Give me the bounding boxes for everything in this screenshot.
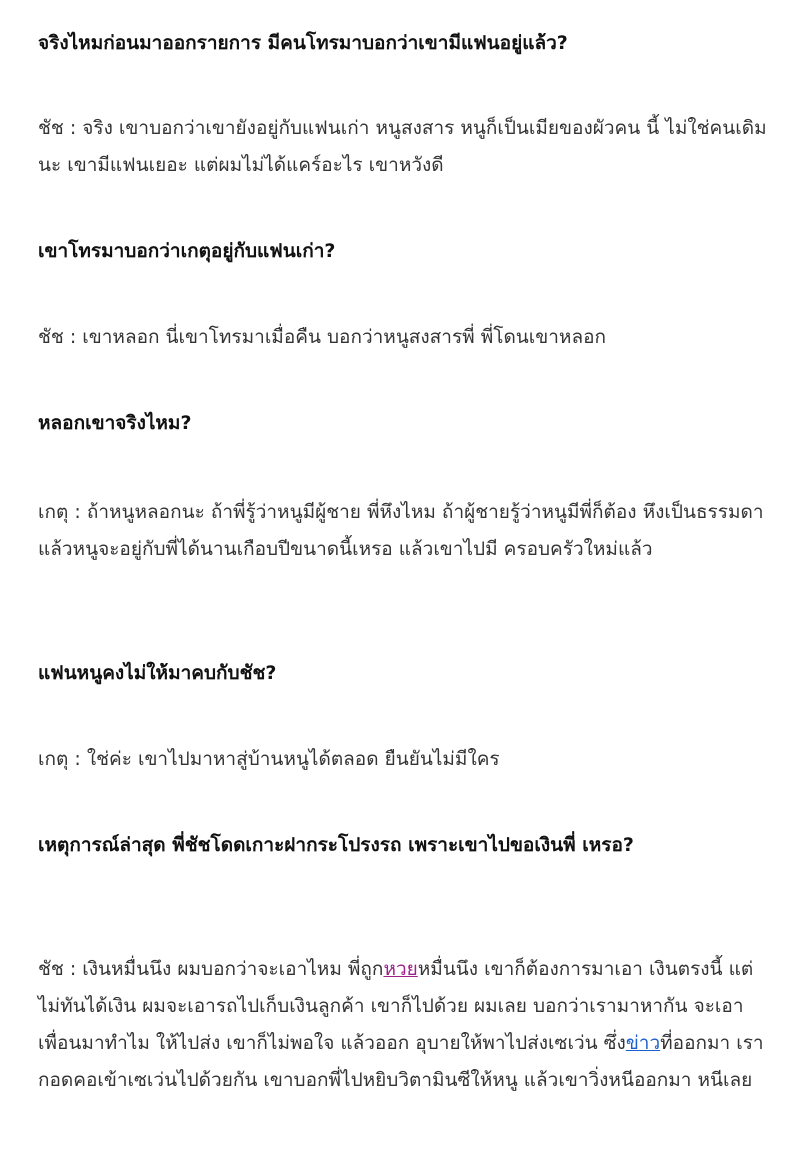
question-heading: แฟนหนูคงไม่ให้มาคบกับชัช? bbox=[38, 662, 277, 684]
answer-paragraph: เกตุ : ถ้าหนูหลอกนะ ถ้าพี่รู้ว่าหนูมีผู้ชาย พี่หึงไหม ถ้าผู้ชายรู้ว่าหนูมีพี่ก็ต้อง หึงเป็นธรรมดา แล้วหนูจะอยู่กับพี่ได้นานเกือบปีขนาดนี้เหรอ แล้วเขาไปมี ครอบครัวใหม่แล้ว bbox=[38, 501, 764, 560]
question-heading: เหตุการณ์ล่าสุด พี่ชัชโดดเกาะฝากระโปรงรถ เพราะเขาไปขอเงินพี่ เหรอ? bbox=[38, 834, 634, 856]
answer-text: หมื่นนึง เขาก็ต้องการมาเอา เงินตรงนี้ แต่ไม่ทันได้เงิน ผมจะเอารถไปเก็บเงินลูกค้า เขาก็ไปด้วย ผมเลย บอกว่าเรามาหากัน จะเอาเพื่อนมาทำไม ให้ไปส่ง เขาก็ไม่พอใจ แล้วออก อุบายให้พาไปส่งเซเว่น ซึ่ง bbox=[38, 958, 754, 1054]
answer-paragraph bbox=[38, 951, 778, 1099]
answer-paragraph: ชัช : เขาหลอก นี่เขาโทรมาเมื่อคืน บอกว่าหนูสงสารพี่ พี่โดนเขาหลอก bbox=[38, 326, 607, 348]
question-heading: เขาโทรมาบอกว่าเกตุอยู่กับแฟนเก่า? bbox=[38, 240, 336, 262]
lottery-link[interactable]: หวย bbox=[383, 958, 418, 980]
question-heading: หลอกเขาจริงไหม? bbox=[38, 412, 192, 434]
answer-text: ที่ออกมา เรากอดคอเข้าเซเว่นไปด้วยกัน เขาบอกพี่ไปหยิบวิตามินซีให้หนู แล้วเขาวิ่งหนีออกมา หนีเลย bbox=[38, 1032, 764, 1091]
question-heading: จริงไหมก่อนมาออกรายการ มีคนโทรมาบอกว่าเขามีแฟนอยู่แล้ว? bbox=[38, 32, 568, 54]
news-link[interactable]: ข่าว bbox=[625, 1032, 661, 1054]
answer-text: ชัช : เงินหมื่นนึง ผมบอกว่าจะเอาไหม พี่ถูก bbox=[38, 958, 384, 980]
answer-paragraph: ชัช : จริง เขาบอกว่าเขายังอยู่กับแฟนเก่า หนูสงสาร หนูก็เป็นเมียของผัวคน นี้ ไม่ใช่คนเดิมนะ เขามีแฟนเยอะ แต่ผมไม่ได้แคร์อะไร เขาหวังดี bbox=[38, 117, 767, 176]
answer-paragraph: เกตุ : ใช่ค่ะ เขาไปมาหาสู่บ้านหนูได้ตลอด ยืนยันไม่มีใคร bbox=[38, 748, 500, 770]
